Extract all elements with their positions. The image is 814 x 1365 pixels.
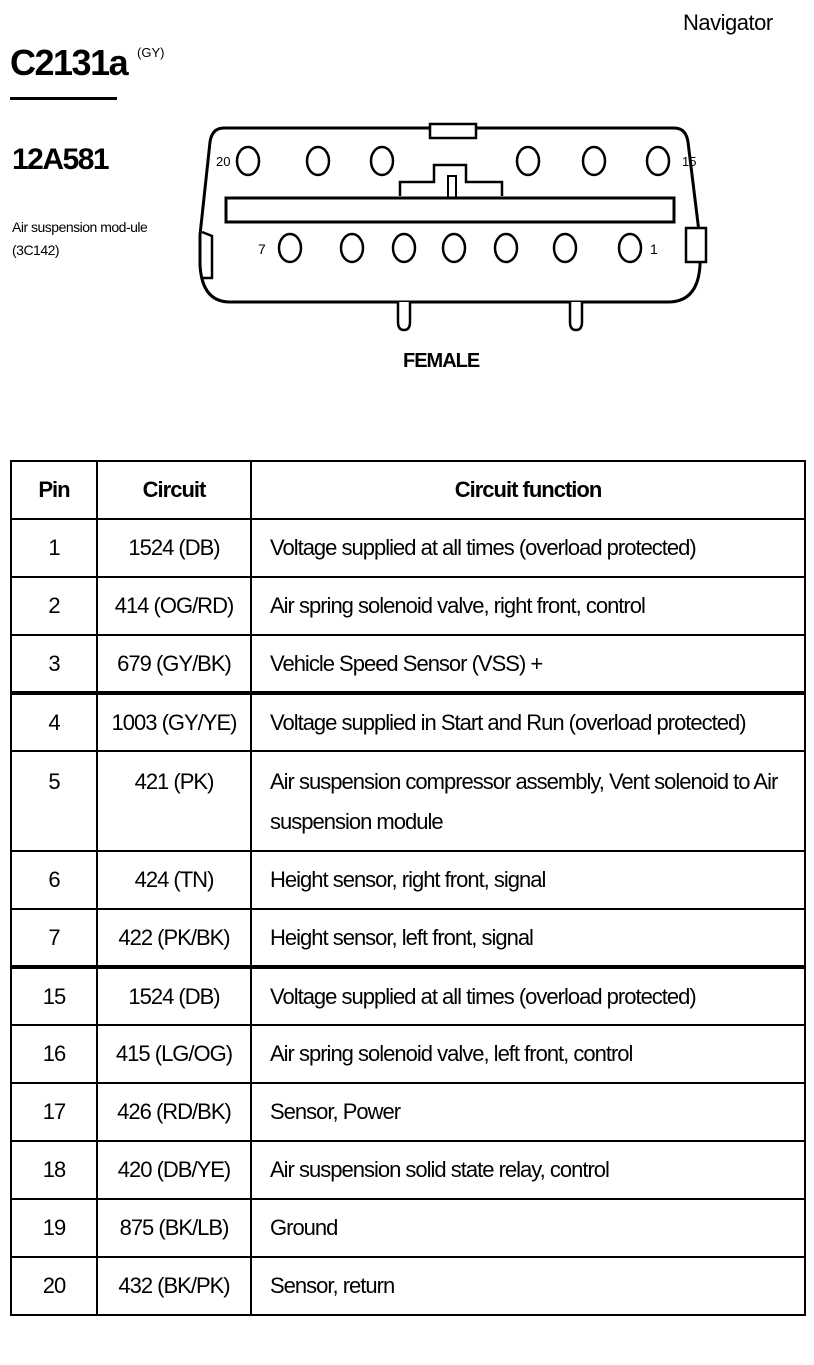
- pin-cell: 4: [11, 693, 97, 751]
- pin-cavity: [371, 147, 393, 175]
- column-header-circuit: Circuit: [97, 461, 251, 519]
- function-cell: Sensor, return: [251, 1257, 805, 1315]
- pin-cell: 2: [11, 577, 97, 635]
- connector-face-diagram: [190, 120, 710, 335]
- pin-cell: 20: [11, 1257, 97, 1315]
- pin-cell: 7: [11, 909, 97, 967]
- function-cell: Air spring solenoid valve, right front, control: [251, 577, 805, 635]
- pin-label-7: 7: [258, 241, 266, 257]
- function-cell: Air suspension compressor assembly, Vent solenoid to Air suspension module: [251, 751, 805, 851]
- circuit-cell: 414 (OG/RD): [97, 577, 251, 635]
- connector-id: C2131a: [10, 42, 128, 83]
- table-row: [11, 635, 805, 693]
- table-row: [11, 577, 805, 635]
- pin-cell: 16: [11, 1025, 97, 1083]
- pin-cavity: [279, 234, 301, 262]
- table-row: [11, 519, 805, 577]
- table-row: [11, 909, 805, 967]
- pin-label-15: 15: [682, 154, 697, 169]
- pin-cell: 17: [11, 1083, 97, 1141]
- pin-cavity: [554, 234, 576, 262]
- pin-label-1: 1: [650, 241, 658, 257]
- component-description: Air suspension mod-ule (3C142): [12, 219, 148, 258]
- circuit-cell: 679 (GY/BK): [97, 635, 251, 693]
- vehicle-name: Navigator: [683, 10, 773, 35]
- circuit-cell: 1003 (GY/YE): [97, 693, 251, 751]
- circuit-cell: 432 (BK/PK): [97, 1257, 251, 1315]
- pin-cell: 1: [11, 519, 97, 577]
- function-cell: Sensor, Power: [251, 1083, 805, 1141]
- pin-cavity: [443, 234, 465, 262]
- circuit-cell: 415 (LG/OG): [97, 1025, 251, 1083]
- pin-cell: 6: [11, 851, 97, 909]
- pin-cavity: [495, 234, 517, 262]
- key-post: [448, 176, 456, 198]
- center-bar: [226, 198, 674, 222]
- circuit-cell: 875 (BK/LB): [97, 1199, 251, 1257]
- pin-cavity: [307, 147, 329, 175]
- locking-tab: [430, 124, 476, 138]
- column-header-pin: Pin: [11, 461, 97, 519]
- table-row: [11, 851, 805, 909]
- pin-cell: 5: [11, 751, 97, 851]
- table-row: [11, 751, 805, 851]
- pin-cell: 15: [11, 967, 97, 1025]
- pin-label-20: 20: [216, 154, 231, 169]
- function-cell: Height sensor, right front, signal: [251, 851, 805, 909]
- connector-gender: FEMALE: [403, 350, 480, 372]
- pin-cavity: [583, 147, 605, 175]
- circuit-cell: 420 (DB/YE): [97, 1141, 251, 1199]
- pin-cavity: [619, 234, 641, 262]
- circuit-cell: 1524 (DB): [97, 967, 251, 1025]
- pin-cell: 19: [11, 1199, 97, 1257]
- column-header-function: Circuit function: [251, 461, 805, 519]
- function-cell: Voltage supplied at all times (overload protected): [251, 967, 805, 1025]
- table-row: [11, 967, 805, 1025]
- table-row: [11, 693, 805, 751]
- table-row: [11, 1141, 805, 1199]
- function-cell: Ground: [251, 1199, 805, 1257]
- circuit-cell: 424 (TN): [97, 851, 251, 909]
- pin-table: [10, 460, 806, 1316]
- table-row: [11, 1199, 805, 1257]
- function-cell: Air suspension solid state relay, control: [251, 1141, 805, 1199]
- function-cell: Vehicle Speed Sensor (VSS) +: [251, 635, 805, 693]
- table-row: [11, 1025, 805, 1083]
- table-row: [11, 1257, 805, 1315]
- pin-cavity: [647, 147, 669, 175]
- function-cell: Air spring solenoid valve, left front, control: [251, 1025, 805, 1083]
- pin-cell: 18: [11, 1141, 97, 1199]
- part-number: 12A581: [12, 143, 109, 176]
- circuit-cell: 421 (PK): [97, 751, 251, 851]
- circuit-cell: 426 (RD/BK): [97, 1083, 251, 1141]
- function-cell: Voltage supplied in Start and Run (overload protected): [251, 693, 805, 751]
- pin-cavity: [393, 234, 415, 262]
- pin-cavity: [341, 234, 363, 262]
- function-cell: Height sensor, left front, signal: [251, 909, 805, 967]
- pin-cavity: [517, 147, 539, 175]
- pin-cell: 3: [11, 635, 97, 693]
- left-notch: [202, 232, 212, 278]
- right-side-latch: [686, 228, 706, 262]
- connector-color-code: (GY): [137, 45, 165, 60]
- bottom-leg-left: [398, 302, 410, 330]
- circuit-cell: 422 (PK/BK): [97, 909, 251, 967]
- table-row: [11, 1083, 805, 1141]
- function-cell: Voltage supplied at all times (overload protected): [251, 519, 805, 577]
- connector-id-underline: [10, 97, 117, 100]
- table-header-row: [11, 461, 805, 519]
- pin-cavity: [237, 147, 259, 175]
- bottom-leg-right: [570, 302, 582, 330]
- circuit-cell: 1524 (DB): [97, 519, 251, 577]
